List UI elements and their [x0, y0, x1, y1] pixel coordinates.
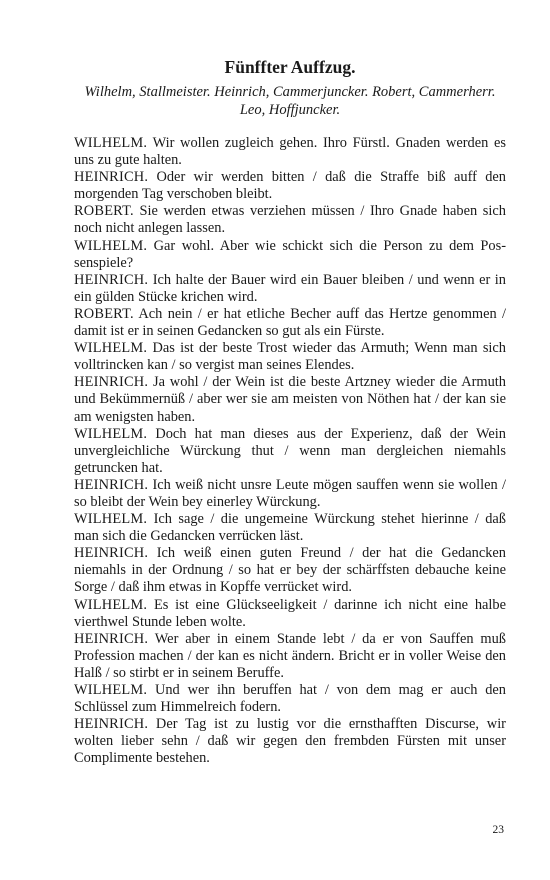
speech-text: Das ist der beste Trost wieder das Armuth; Wenn man sich volltrincken kan / so vergist man seines Elendes. — [74, 340, 507, 374]
speech-text: Wir wollen zugleich gehen. Ihro Fürstl. Gnaden werden es uns zu gute halten. — [74, 135, 506, 169]
speaker-name: HEINRICH. — [74, 545, 149, 562]
speaker-name: WILHELM. — [74, 425, 148, 442]
speech-text: Ich halte der Bauer wird ein Bauer bleiben / und wenn er in ein gülden Stücke krichen wird. — [74, 271, 506, 305]
speech — [74, 135, 506, 169]
speaker-name: HEINRICH. — [74, 169, 149, 186]
act-title: Fünffter Auffzug. — [224, 57, 356, 77]
speech — [74, 169, 506, 203]
speech-text: Oder wir werden bitten / daß die Straffe biß auff den morgenden Tag verschoben bleibt. — [74, 169, 506, 203]
speech — [74, 272, 506, 306]
speech — [74, 631, 506, 682]
cast-line: Leo, Hoffjuncker. — [239, 102, 341, 118]
speaker-name: WILHELM. — [74, 596, 148, 613]
speech-text: Doch hat man dieses aus der Experienz, daß der Wein unvergleichliche Würckung thut / wenn man dergleichen niemahls getruncken hat. — [74, 425, 506, 476]
speech — [74, 597, 506, 631]
speech — [74, 716, 506, 767]
speaker-name: HEINRICH. — [74, 271, 149, 288]
speech-text: Ich weiß nicht unsre Leute mögen sauffen wenn sie wollen / so bleibt der Wein bey einerley Würckung. — [74, 476, 506, 510]
speech — [74, 238, 506, 272]
speech — [74, 203, 506, 237]
speech-text: Der Tag ist zu lustig vor die ernsthafften Discurse, wir wolten lieber sehn / daß wir gegen den frembden Fürsten mit unser Complimente bestehen. — [74, 716, 506, 767]
speech-text: Und wer ihn beruffen hat / von dem mag er auch den Schlüssel zum Himmelreich fodern. — [74, 682, 506, 716]
speaker-name: HEINRICH. — [74, 476, 149, 493]
cast-line: Wilhelm, Stallmeister. Heinrich, Cammerjuncker. Robert, Cammerherr. — [84, 84, 496, 100]
page-content — [74, 56, 506, 767]
speech-text: Gar wohl. Aber wie schickt sich die Person zu dem Possenspiele? — [74, 237, 506, 271]
speaker-name: HEINRICH. — [74, 630, 149, 647]
speech — [74, 682, 506, 716]
speech — [74, 340, 506, 374]
speech — [74, 306, 506, 340]
cast-list — [74, 83, 506, 119]
speech-text: Wer aber in einem Stande lebt / da er von Sauffen muß Profession machen / der kan es nicht ändern. Bricht er in voller Weise den Halß / so stirbt er in seinem Beruffe. — [74, 630, 506, 681]
speech — [74, 511, 506, 545]
speaker-name: WILHELM. — [74, 135, 148, 151]
page-number: 23 — [492, 824, 504, 836]
speech — [74, 545, 506, 596]
speaker-name: WILHELM. — [74, 237, 148, 254]
speaker-name: WILHELM. — [74, 340, 148, 357]
speech — [74, 426, 506, 477]
speech — [74, 374, 506, 425]
speech-text: Ach nein / er hat etliche Becher auff das Hertze genommen / damit ist er in seinen Gedancken so gut als ein Fürste. — [74, 305, 506, 340]
speaker-name: ROBERT. — [74, 203, 134, 220]
speech — [74, 477, 506, 511]
speaker-name: HEINRICH. — [74, 374, 149, 391]
dialogue — [74, 135, 506, 767]
speech-text: Ich weiß einen guten Freund / der hat die Gedancken niemahls in der Ordnung / so hat er bey der schärffsten debauche keine Sorge / daß ihm etwas in Kopffe verrücket wird. — [74, 545, 506, 596]
speaker-name: ROBERT. — [74, 305, 134, 322]
speech-text: Sie werden etwas verziehen müssen / Ihro Gnade haben sich noch nicht anlegen lassen. — [74, 203, 506, 237]
speaker-name: HEINRICH. — [74, 716, 149, 733]
speech-text: Es ist eine Glückseeligkeit / darinne ich nicht eine halbe vierthwel Stunde leben wolte. — [74, 596, 506, 630]
speaker-name: WILHELM. — [74, 682, 148, 698]
speech-text: Ich sage / die ungemeine Würckung stehet hierinne / daß man sich die Gedancken verrücken läst. — [74, 511, 506, 545]
speaker-name: WILHELM. — [74, 511, 148, 528]
speech-text: Ja wohl / der Wein ist die beste Artzney wieder die Armuth und Bekümmernüß / aber wer sie am meisten von Nöthen hat / der kan sie am wenigsten haben. — [74, 374, 506, 425]
